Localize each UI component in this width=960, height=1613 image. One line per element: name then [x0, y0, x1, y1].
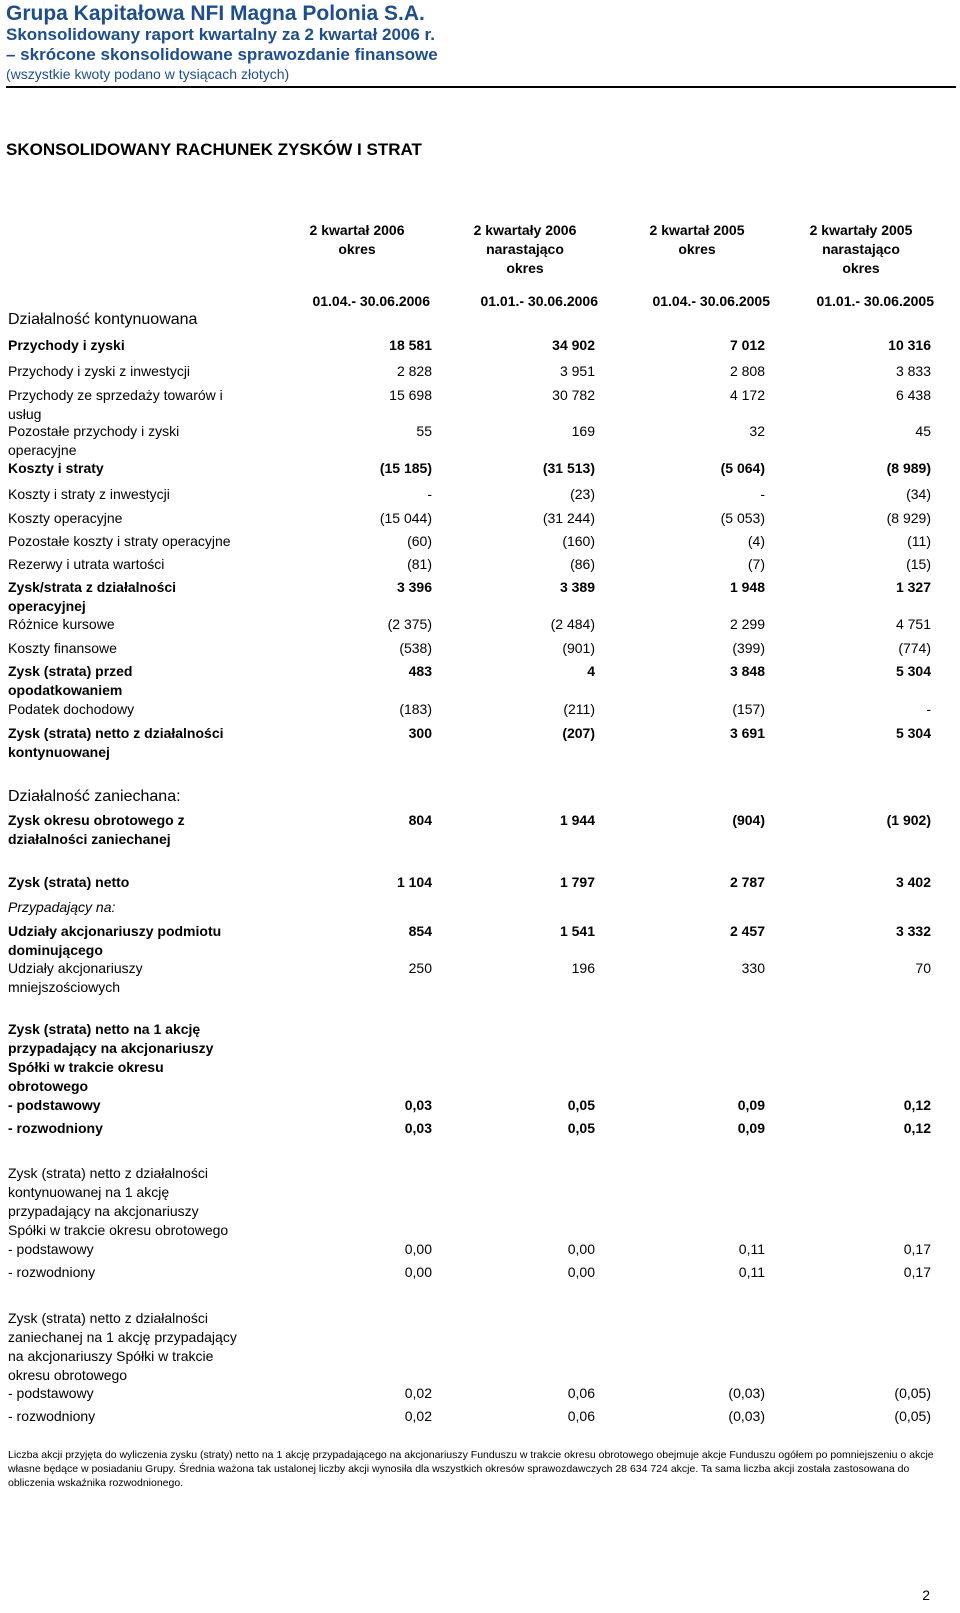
column-header: 2 kwartały 2006 narastająco okres [473, 222, 577, 276]
column-period: 01.04.- 30.06.2006 [312, 293, 430, 309]
row-value: (7) [747, 556, 765, 572]
row-label: Zysk (strata) netto z działalności kontynuowanej [8, 725, 224, 760]
row-value: (1 902) [886, 812, 931, 828]
row-label: Różnice kursowe [8, 616, 115, 632]
row-value: 854 [408, 923, 432, 939]
row-value: (15) [906, 556, 931, 572]
row-value: (8 929) [886, 510, 931, 526]
row-value: 0,03 [404, 1097, 432, 1113]
row-value: 1 948 [729, 579, 765, 595]
row-value: 250 [408, 960, 432, 976]
row-value: (5 064) [720, 460, 765, 476]
row-value: 0,00 [404, 1241, 432, 1257]
row-value: (774) [898, 640, 931, 656]
row-label: Zysk/strata z działalności operacyjnej [8, 579, 177, 614]
column-period: 01.01.- 30.06.2006 [480, 293, 598, 309]
row-value: (211) [563, 701, 595, 717]
row-value: (15 185) [379, 460, 432, 476]
row-value: (86) [570, 556, 595, 572]
row-value: 1 944 [559, 812, 595, 828]
report-subtitle: – skrócone skonsolidowane sprawozdanie finansowe [6, 45, 438, 64]
row-value: (31 513) [542, 460, 595, 476]
row-value: 45 [915, 423, 931, 439]
row-value: 0,17 [903, 1264, 931, 1280]
row-label: Zysk (strata) przed opodatkowaniem [8, 663, 133, 698]
row-value: 0,00 [567, 1264, 595, 1280]
row-value: 0,00 [404, 1264, 432, 1280]
row-value: (15 044) [379, 510, 432, 526]
row-label: Przychody ze sprzedaży towarów i usług [8, 387, 223, 422]
row-value: (31 244) [542, 510, 595, 526]
row-value: 0,12 [903, 1097, 931, 1113]
row-label: Pozostałe przychody i zyski operacyjne [8, 423, 180, 458]
row-value: - [926, 701, 931, 717]
row-value: 0,00 [567, 1241, 595, 1257]
row-value: 70 [915, 960, 931, 976]
row-label: Przypadający na: [8, 899, 116, 915]
row-value: - [427, 486, 432, 502]
row-value: 1 104 [396, 874, 432, 890]
row-label: Koszty operacyjne [8, 510, 123, 526]
row-label: Podatek dochodowy [8, 701, 135, 717]
column-period: 01.04.- 30.06.2005 [652, 293, 770, 309]
row-value: 32 [749, 423, 765, 439]
row-value: 0,12 [903, 1120, 931, 1136]
row-value: 2 787 [729, 874, 765, 890]
row-value: 0,06 [567, 1385, 595, 1401]
row-value: 3 833 [895, 363, 931, 379]
row-value: 3 691 [729, 725, 765, 741]
row-value: 3 951 [559, 363, 595, 379]
row-value: (0,05) [894, 1385, 931, 1401]
row-value: 4 751 [895, 616, 931, 632]
column-period: 01.01.- 30.06.2005 [816, 293, 934, 309]
row-value: 0,03 [404, 1120, 432, 1136]
row-value: 0,09 [737, 1097, 765, 1113]
row-value: 5 304 [895, 663, 931, 679]
row-label: Działalność kontynuowana [8, 311, 198, 328]
row-value: 15 698 [389, 387, 432, 403]
row-value: 34 902 [552, 337, 595, 353]
row-value: 30 782 [552, 387, 595, 403]
row-value: 5 304 [895, 725, 931, 741]
row-value: 3 389 [559, 579, 595, 595]
column-header: 2 kwartał 2006 okres [309, 222, 405, 257]
row-value: 2 828 [396, 363, 432, 379]
row-value: 196 [571, 960, 595, 976]
row-label: Koszty i straty [8, 460, 104, 476]
row-value: (183) [399, 701, 432, 717]
row-label: - rozwodniony [8, 1120, 103, 1136]
row-value: (160) [562, 533, 595, 549]
row-label: - rozwodniony [8, 1264, 96, 1280]
row-value: (60) [407, 533, 432, 549]
row-label: - rozwodniony [8, 1408, 96, 1424]
row-value: (399) [732, 640, 765, 656]
row-value: 4 [587, 663, 595, 679]
amounts-note: (wszystkie kwoty podano w tysiącach złotych) [6, 66, 290, 82]
row-value: 2 299 [729, 616, 765, 632]
row-value: 3 332 [895, 923, 931, 939]
row-label: Rezerwy i utrata wartości [8, 556, 165, 572]
row-value: 6 438 [895, 387, 931, 403]
row-value: (4) [747, 533, 765, 549]
row-value: 804 [408, 812, 432, 828]
row-value: 0,09 [737, 1120, 765, 1136]
column-header: 2 kwartały 2005 narastająco okres [809, 222, 913, 276]
row-value: 0,06 [567, 1408, 595, 1424]
row-value: (23) [570, 486, 595, 502]
row-label: Koszty i straty z inwestycji [8, 486, 170, 502]
row-label: Udziały akcjonariuszy podmiotu dominującego [8, 923, 222, 958]
row-value: 1 797 [559, 874, 595, 890]
row-label: Zysk (strata) netto z działalności kontynuowanej na 1 akcję przypadający na akcjonariuszy Spółki w trakcie okresu obrotowego [8, 1165, 229, 1238]
row-value: 18 581 [389, 337, 432, 353]
page-title: SKONSOLIDOWANY RACHUNEK ZYSKÓW I STRAT [6, 140, 422, 159]
row-value: 3 396 [396, 579, 432, 595]
row-label: Przychody i zyski [8, 337, 125, 353]
row-value: (538) [399, 640, 432, 656]
footnote: Liczba akcji przyjęta do wyliczenia zysku (straty) netto na 1 akcję przypadającego na akcjonariuszy Funduszu w trakcie okresu obrotowego obejmuje akcje Funduszu ogółem po pomniejszeniu o akcje własne będące w posiadaniu Grupy. Średnia ważona tak ustalonej liczby akcji wynosiła dla wszystkich okresów sprawozdawczych 28 634 724 akcje. Ta sama liczba akcji została zastosowana do obliczenia wskaźnika rozwodnionego. [8, 1449, 934, 1489]
row-value: 169 [571, 423, 595, 439]
row-label: Działalność zaniechana: [8, 788, 181, 805]
row-value: (2 375) [387, 616, 432, 632]
row-value: 4 172 [729, 387, 765, 403]
report-name: Skonsolidowany raport kwartalny za 2 kwartał 2006 r. [6, 25, 435, 44]
row-value: (8 989) [886, 460, 931, 476]
row-value: 0,11 [738, 1241, 765, 1257]
row-value: (0,05) [894, 1408, 931, 1424]
row-value: (0,03) [728, 1408, 765, 1424]
row-label: Przychody i zyski z inwestycji [8, 363, 191, 379]
row-value: 0,05 [567, 1120, 595, 1136]
row-value: 483 [408, 663, 432, 679]
row-value: (904) [732, 812, 765, 828]
row-value: 330 [741, 960, 765, 976]
row-value: 0,17 [903, 1241, 931, 1257]
row-label: Zysk (strata) netto z działalności zaniechanej na 1 akcję przypadający na akcjonariuszy Spółki w trakcie okresu obrotowego [8, 1310, 237, 1383]
row-label: Zysk okresu obrotowego z działalności zaniechanej [8, 812, 185, 847]
row-value: (11) [907, 533, 931, 549]
row-value: 1 541 [559, 923, 595, 939]
row-label: Koszty finansowe [8, 640, 117, 656]
page-number: 2 [922, 1587, 930, 1603]
row-value: (2 484) [550, 616, 595, 632]
row-label: Zysk (strata) netto [8, 874, 130, 890]
row-label: - podstawowy [8, 1385, 94, 1401]
row-value: (157) [732, 701, 765, 717]
row-label: Pozostałe koszty i straty operacyjne [8, 533, 231, 549]
row-value: 0,02 [404, 1408, 432, 1424]
row-value: (901) [562, 640, 595, 656]
row-value: 0,11 [738, 1264, 765, 1280]
row-value: 10 316 [888, 337, 931, 353]
row-value: - [760, 486, 765, 502]
row-value: 300 [408, 725, 432, 741]
row-value: 3 848 [729, 663, 765, 679]
row-value: 3 402 [895, 874, 931, 890]
row-value: 0,05 [567, 1097, 595, 1113]
row-label: Zysk (strata) netto na 1 akcję przypadający na akcjonariuszy Spółki w trakcie okresu obrotowego [8, 1021, 214, 1094]
row-label: - podstawowy [8, 1241, 94, 1257]
row-value: (34) [906, 486, 931, 502]
row-value: 7 012 [729, 337, 765, 353]
row-value: 0,02 [404, 1385, 432, 1401]
row-label: - podstawowy [8, 1097, 101, 1113]
row-value: 2 457 [729, 923, 765, 939]
row-value: (207) [562, 725, 595, 741]
column-header: 2 kwartał 2005 okres [649, 222, 745, 257]
company-name: Grupa Kapitałowa NFI Magna Polonia S.A. [6, 2, 425, 25]
row-value: (0,03) [728, 1385, 765, 1401]
row-label: Udziały akcjonariuszy mniejszościowych [8, 960, 143, 995]
row-value: 2 808 [729, 363, 765, 379]
row-value: 1 327 [895, 579, 931, 595]
row-value: 55 [416, 423, 432, 439]
row-value: (5 053) [720, 510, 765, 526]
row-value: (81) [407, 556, 432, 572]
